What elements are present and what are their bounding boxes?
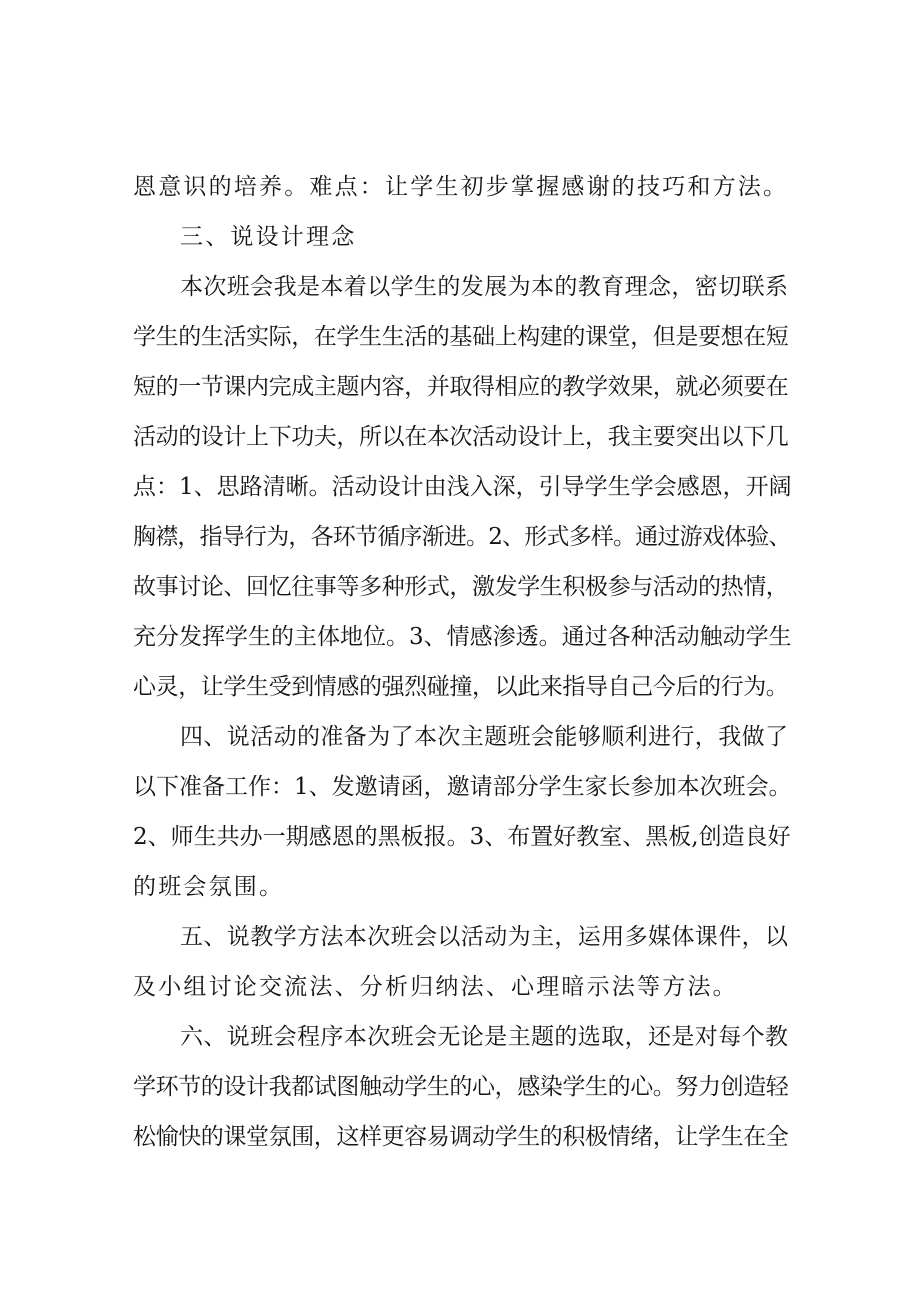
- text-line: 2、师生共办一期感恩的黑板报。3、布置好教室、黑板,创造良好: [133, 824, 791, 850]
- text-line: 恩意识的培养。难点：让学生初步掌握感谢的技巧和方法。: [133, 174, 789, 200]
- section-heading: 三、说设计理念: [180, 224, 357, 250]
- text-line: 充分发挥学生的主体地位。3、情感渗透。通过各种活动触动学生: [133, 624, 792, 650]
- text-line: 学生的生活实际，在学生生活的基础上构建的课堂，但是要想在短: [133, 324, 789, 350]
- text-line: 学环节的设计我都试图触动学生的心，感染学生的心。努力创造轻: [133, 1074, 789, 1100]
- text-line: 胸襟，指导行为，各环节循序渐进。2、形式多样。通过游戏体验、: [133, 524, 791, 550]
- text-line: 五、说教学方法本次班会以活动为主，运用多媒体课件，以: [180, 924, 789, 950]
- text-line: 活动的设计上下功夫，所以在本次活动设计上，我主要突出以下几: [133, 424, 789, 450]
- text-line: 点：1、思路清晰。活动设计由浅入深，引导学生学会感恩，开阔: [133, 474, 792, 500]
- text-line: 本次班会我是本着以学生的发展为本的教育理念，密切联系: [180, 274, 789, 300]
- text-line: 六、说班会程序本次班会无论是主题的选取，还是对每个教: [180, 1024, 789, 1050]
- text-line: 短的一节课内完成主题内容，并取得相应的教学效果，就必须要在: [133, 374, 789, 400]
- text-line: 以下准备工作：1、发邀请函，邀请部分学生家长参加本次班会。: [133, 774, 792, 800]
- text-line: 四、说活动的准备为了本次主题班会能够顺利进行，我做了: [180, 724, 789, 750]
- text-line: 松愉快的课堂氛围，这样更容易调动学生的积极情绪，让学生在全: [133, 1124, 789, 1150]
- text-line: 心灵，让学生受到情感的强烈碰撞，以此来指导自己今后的行为。: [133, 674, 789, 700]
- text-line: 故事讨论、回忆往事等多种形式，激发学生积极参与活动的热情，: [133, 574, 789, 600]
- text-line: 的班会氛围。: [133, 874, 285, 900]
- text-line: 及小组讨论交流法、分析归纳法、心理暗示法等方法。: [133, 974, 738, 1000]
